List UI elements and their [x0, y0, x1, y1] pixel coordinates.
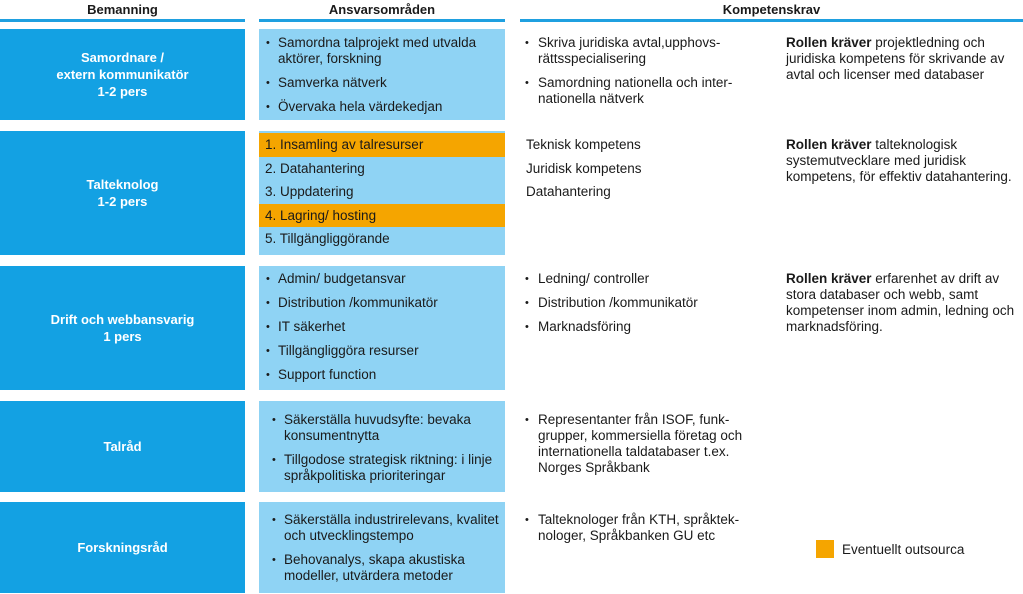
list-item: • Samverka nätverk — [259, 75, 505, 91]
competence-coordinator — [520, 35, 742, 115]
competence-speech-council — [520, 412, 756, 484]
responsibilities-operations — [259, 266, 505, 390]
responsibilities-speech-council — [259, 401, 505, 492]
header-competence: Kompetenskrav — [520, 0, 1023, 22]
list-item: • Marknadsföring — [520, 319, 770, 335]
list-item: • Tillgängliggöra resurser — [259, 343, 505, 359]
role-speech-council — [0, 401, 245, 492]
requirement-speech-technologist — [786, 137, 1020, 185]
list-item: • Säkerställa industrirelevans, kvalitet och utvecklingstempo — [265, 512, 505, 544]
numbered-item: 2. Datahantering — [265, 160, 365, 176]
role-label: Drift och webbansvarig 1 pers — [50, 312, 195, 344]
legend — [816, 540, 964, 558]
competence-item: Juridisk kompetens — [526, 160, 642, 176]
role-label: Talråd — [103, 439, 142, 454]
requirement-coordinator — [786, 35, 1020, 83]
role-speech-technologist — [0, 131, 245, 255]
list-item: • Behovanalys, skapa akustiska modeller, utvärdera metoder — [265, 552, 505, 584]
header-staffing: Bemanning — [0, 0, 245, 22]
numbered-item: 5. Tillgängliggörande — [265, 231, 390, 246]
role-coordinator — [0, 29, 245, 120]
list-item: • IT säkerhet — [259, 319, 505, 335]
list-item: • Övervaka hela värdekedjan — [259, 99, 505, 115]
role-label: Talteknolog 1-2 pers — [86, 177, 159, 209]
requirement-lead: Rollen kräver — [786, 137, 872, 152]
list-item: • Distribution /kommunikatör — [259, 295, 505, 311]
legend-swatch — [816, 540, 834, 558]
legend-label: Eventuellt outsourca — [842, 541, 965, 557]
competence-item: Teknisk kompetens — [526, 137, 641, 152]
list-item: • Tillgodose strategisk riktning: i linje språkpolitiska prioriteringar — [265, 452, 505, 484]
requirement-text: erfarenhet av drift av stora databaser och webb, samt kompetenser inom admin, ledning och marknadsföring. — [786, 271, 1015, 334]
competence-operations — [520, 271, 770, 343]
requirement-lead: Rollen kräver — [786, 271, 872, 286]
list-item: • Samordning nationella och inter-nationella nätverk — [520, 75, 742, 107]
requirement-lead: Rollen kräver — [786, 35, 872, 50]
list-item: • Talteknologer från KTH, språktek-nologer, Språkbanken GU etc — [520, 512, 756, 544]
competence-speech-technologist — [520, 133, 770, 204]
competence-research-council — [520, 512, 756, 552]
numbered-item: 4. Lagring/ hosting — [259, 204, 505, 228]
list-item: • Admin/ budgetansvar — [259, 271, 505, 287]
role-operations — [0, 266, 245, 390]
list-item: • Ledning/ controller — [520, 271, 770, 287]
competence-item: Datahantering — [526, 184, 611, 199]
list-item: • Distribution /kommunikatör — [520, 295, 770, 311]
requirement-operations — [786, 271, 1020, 335]
requirement-text: talteknologisk systemutvecklare med juridisk kompetens, för effektiv datahantering. — [786, 137, 1012, 184]
list-item: • Skriva juridiska avtal,upphovs-rättsspecialisering — [520, 35, 742, 67]
role-research-council — [0, 502, 245, 593]
list-item: • Säkerställa huvudsyfte: bevaka konsumentnytta — [265, 412, 505, 444]
numbered-item: 3. Uppdatering — [265, 184, 354, 199]
numbered-item: 1. Insamling av talresurser — [259, 133, 505, 157]
role-label: Samordnare / extern kommunikatör 1-2 pers — [56, 50, 189, 99]
header-responsibilities: Ansvarsområden — [259, 0, 505, 22]
list-item: • Samordna talprojekt med utvalda aktörer, forskning — [259, 35, 505, 67]
list-item: • Support function — [259, 367, 505, 383]
list-item: • Representanter från ISOF, funk-grupper, kommersiella företag och internationella taldatabaser t.ex. Norges Språkbank — [520, 412, 756, 476]
requirement-text: projektledning och juridiska kompetens för skrivande av avtal och licenser med databaser — [786, 35, 1005, 82]
responsibilities-coordinator — [259, 29, 505, 120]
role-label: Forskningsråd — [77, 540, 168, 555]
responsibilities-research-council — [259, 502, 505, 593]
responsibilities-speech-technologist — [259, 131, 505, 255]
